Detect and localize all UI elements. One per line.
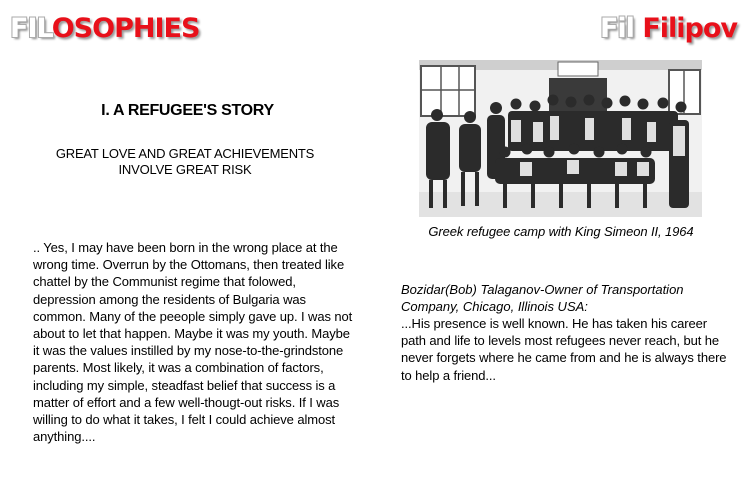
logo-right-outline-text: Fil [599,13,634,44]
story-text: .. Yes, I may have been born in the wrong place at the wrong time. Overrun by the Ottomans, then treated like chattel by the Communist regime that folowed, depression among the residents of Bulgaria was common. Many of the peeople simply gave up. I was not about to let that happen. Maybe it was my youth. Maybe it was the values instilled by my nose-to-the-grindstone parents. Most likely, it was a combination of factors, including my simple, steadfast belief that success is a matter of effort and a few well-thougt-out risks. If I was willing to do what it takes, I felt I could achieve almost anything.... [33,240,353,445]
subtitle-line-2: INVOLVE GREAT RISK [118,162,252,177]
refugee-camp-photo [419,60,702,217]
logo-left-red-text: OSOPHIES [51,13,200,44]
logo-right-red-text: Filipov [642,13,737,44]
fil-filipov-logo[interactable] [600,12,737,46]
photo-caption: Greek refugee camp with King Simeon II, 1964 [428,224,694,239]
testimonial-text: ...His presence is well known. He has taken his career path and life to levels most refugees never reach, but he never forgets where he came from and he is always there to help a friend... [401,316,727,383]
page-title: I. A REFUGEE'S STORY [101,102,274,119]
testimonial-heading: Bozidar(Bob) Talaganov-Owner of Transportation Company, Chicago, Illinois USA: [401,282,684,315]
group-photo-illustration [419,60,702,217]
subtitle-line-1: GREAT LOVE AND GREAT ACHIEVEMENTS [55,146,315,161]
page-subtitle [35,146,335,178]
logo-left-outline-text: FIL [10,13,52,44]
filosophies-logo[interactable] [10,12,199,46]
